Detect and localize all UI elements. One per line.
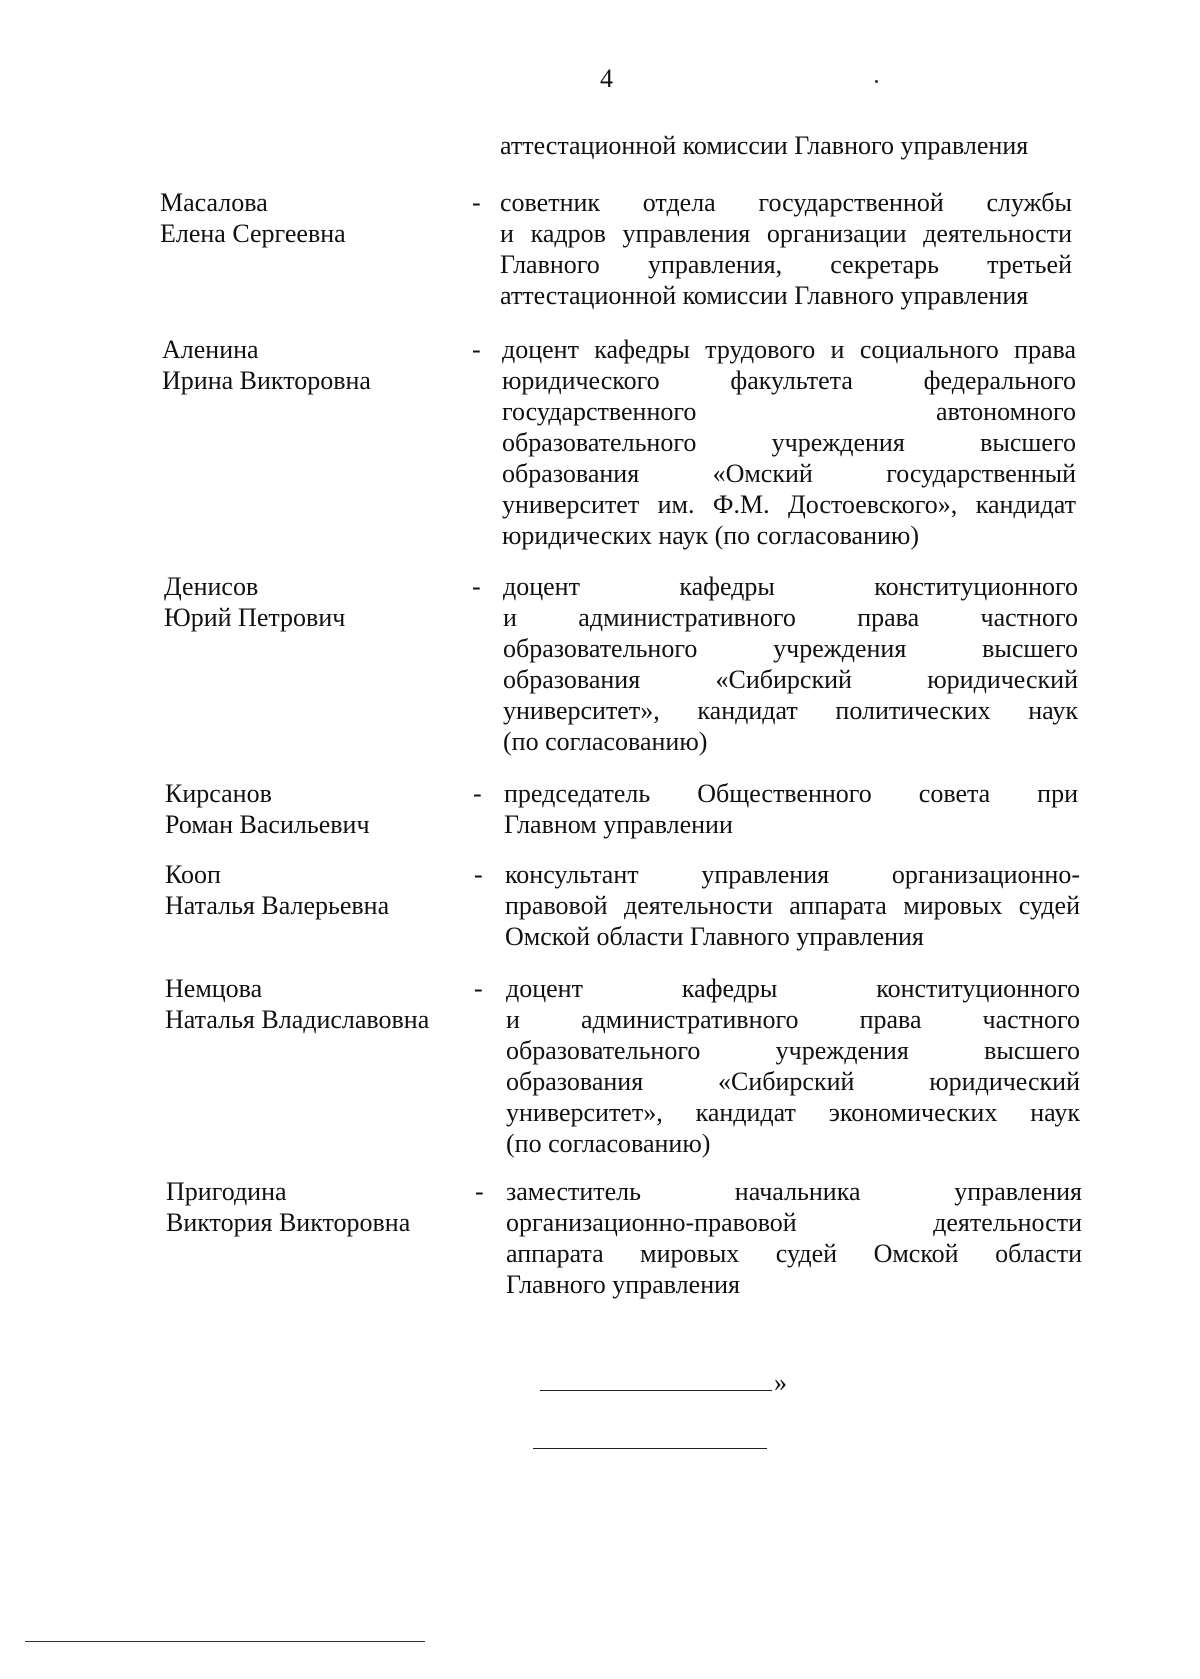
position-line: правовой деятельности аппарата мировых судей bbox=[505, 891, 1080, 920]
position-line: (по согласованию) bbox=[506, 1129, 711, 1158]
member-given-names: Наталья Валерьевна bbox=[165, 891, 390, 920]
member-name bbox=[166, 1176, 410, 1238]
continuation-line: аттестационной комиссии Главного управления bbox=[500, 131, 1029, 160]
member-given-names: Юрий Петрович bbox=[164, 603, 346, 632]
position-line: председатель Общественного совета при bbox=[504, 779, 1078, 808]
closing-quote: » bbox=[774, 1368, 787, 1397]
position-line: аппарата мировых судей Омской области bbox=[506, 1239, 1082, 1268]
member-surname: Кирсанов bbox=[165, 779, 272, 808]
position-line: организационно-правовой деятельности bbox=[506, 1208, 1082, 1237]
member-surname: Кооп bbox=[165, 860, 221, 889]
member-given-names: Елена Сергеевна bbox=[160, 219, 346, 248]
position-line: доцент кафедры конституционного bbox=[503, 572, 1078, 601]
position-line: (по согласованию) bbox=[503, 727, 708, 756]
scan-artifact-dot bbox=[875, 80, 878, 83]
position-line: юридических наук (по согласованию) bbox=[502, 521, 919, 550]
position-line: университет», кандидат экономических наук bbox=[506, 1098, 1080, 1127]
member-dash: - bbox=[472, 188, 481, 217]
member-dash: - bbox=[475, 1177, 484, 1206]
member-position bbox=[506, 1176, 1082, 1300]
position-line: доцент кафедры трудового и социального права bbox=[502, 335, 1076, 364]
position-line: образовательного учреждения высшего bbox=[506, 1036, 1080, 1065]
member-surname: Денисов bbox=[164, 572, 259, 601]
position-line: и административного права частного bbox=[503, 603, 1078, 632]
closing-rule-bottom bbox=[533, 1448, 767, 1449]
member-name bbox=[164, 571, 345, 633]
member-name bbox=[162, 334, 371, 396]
position-line: образовательного учреждения высшего bbox=[502, 428, 1076, 457]
member-dash: - bbox=[472, 335, 481, 364]
member-given-names: Наталья Владиславовна bbox=[165, 1005, 430, 1034]
member-position bbox=[502, 334, 1076, 551]
position-line: Главном управлении bbox=[504, 810, 733, 839]
position-line: Омской области Главного управления bbox=[505, 922, 924, 951]
position-line: заместитель начальника управления bbox=[506, 1177, 1082, 1206]
page-number: 4 bbox=[600, 64, 613, 93]
member-given-names: Виктория Викторовна bbox=[166, 1208, 411, 1237]
position-line: Главного управления, секретарь третьей bbox=[500, 250, 1072, 279]
member-position bbox=[506, 973, 1080, 1159]
position-line: и кадров управления организации деятельности bbox=[500, 219, 1072, 248]
member-name bbox=[165, 778, 370, 840]
position-line: образования «Омский государственный bbox=[502, 459, 1076, 488]
closing-rule-top bbox=[540, 1390, 772, 1391]
member-position bbox=[500, 187, 1072, 311]
member-surname: Масалова bbox=[160, 188, 268, 217]
position-line: консультант управления организационно- bbox=[505, 860, 1080, 889]
position-line: советник отдела государственной службы bbox=[500, 188, 1072, 217]
member-surname: Немцова bbox=[165, 974, 263, 1003]
position-line: образования «Сибирский юридический bbox=[503, 665, 1078, 694]
member-surname: Аленина bbox=[162, 335, 259, 364]
position-line: Главного управления bbox=[506, 1270, 740, 1299]
position-line: аттестационной комиссии Главного управления bbox=[500, 281, 1029, 310]
member-dash: - bbox=[473, 779, 482, 808]
member-dash: - bbox=[472, 572, 481, 601]
member-dash: - bbox=[474, 974, 483, 1003]
member-position bbox=[505, 859, 1080, 952]
member-name bbox=[160, 187, 346, 249]
member-dash: - bbox=[474, 860, 483, 889]
member-position bbox=[503, 571, 1078, 757]
member-surname: Пригодина bbox=[166, 1177, 287, 1206]
member-given-names: Ирина Викторовна bbox=[162, 366, 371, 395]
position-line: университет им. Ф.М. Достоевского», кандидат bbox=[502, 490, 1076, 519]
member-name bbox=[165, 859, 389, 921]
member-name bbox=[165, 973, 429, 1035]
position-line: доцент кафедры конституционного bbox=[506, 974, 1080, 1003]
position-line: и административного права частного bbox=[506, 1005, 1080, 1034]
position-line: университет», кандидат политических наук bbox=[503, 696, 1078, 725]
position-line: государственного автономного bbox=[502, 397, 1076, 426]
member-position bbox=[504, 778, 1078, 840]
position-line: образовательного учреждения высшего bbox=[503, 634, 1078, 663]
member-given-names: Роман Васильевич bbox=[165, 810, 370, 839]
footer-rule bbox=[25, 1641, 425, 1642]
position-line: образования «Сибирский юридический bbox=[506, 1067, 1080, 1096]
position-line: юридического факультета федерального bbox=[502, 366, 1076, 395]
